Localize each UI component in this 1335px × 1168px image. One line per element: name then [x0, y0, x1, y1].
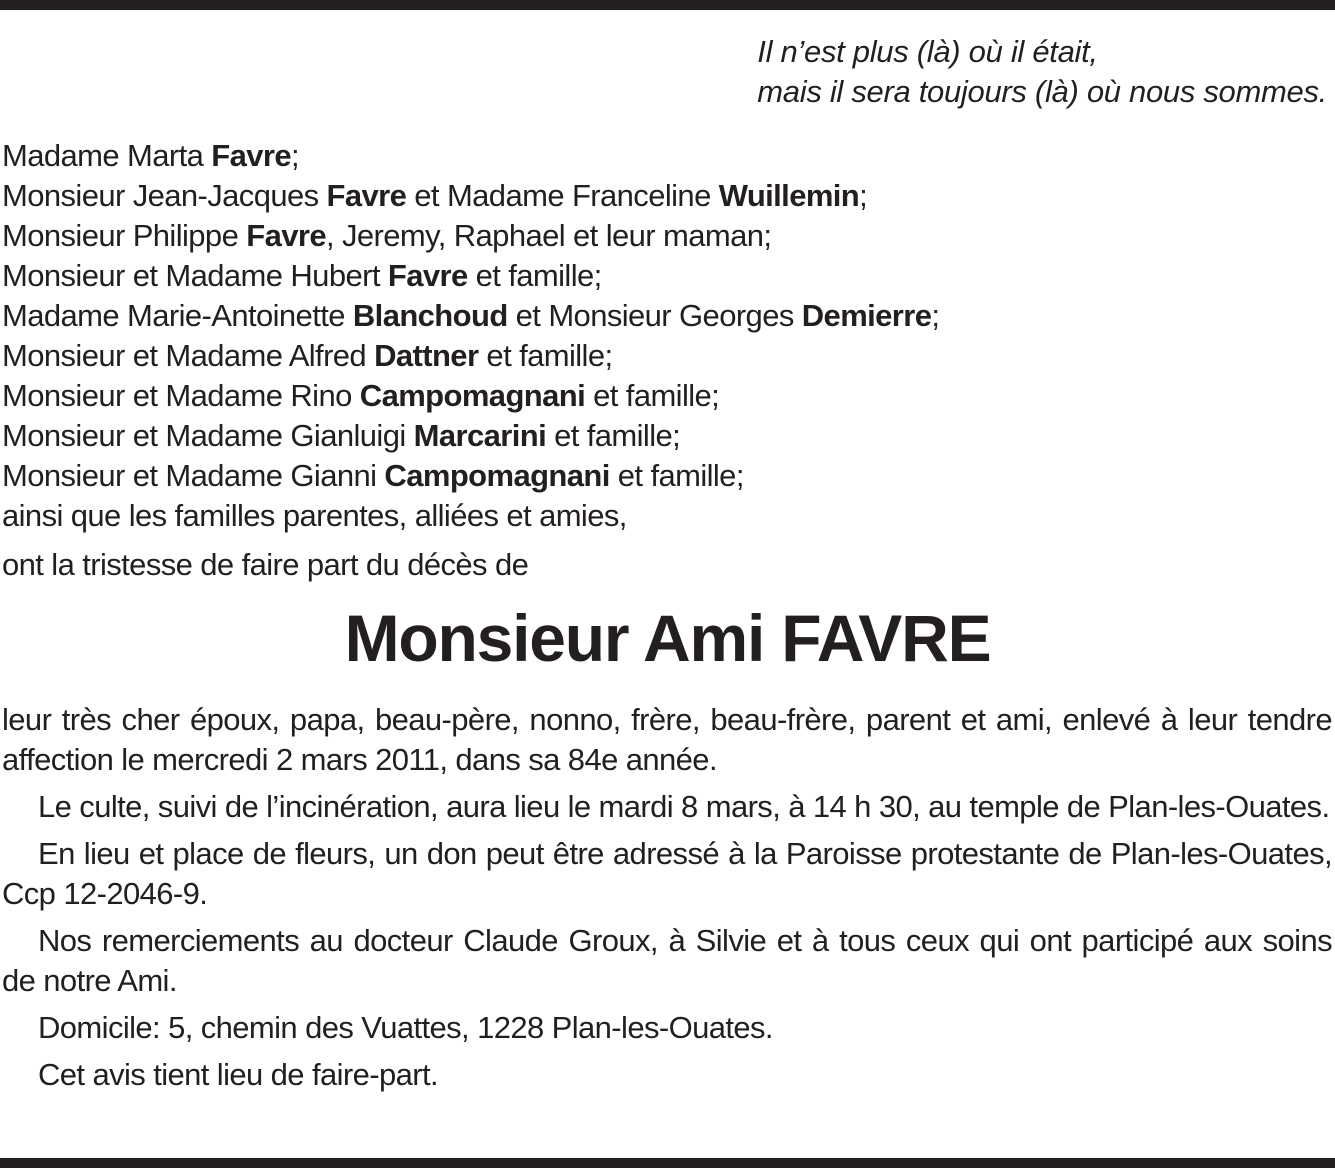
epigraph-quote [757, 32, 1327, 112]
notice-body [2, 700, 1332, 1102]
family-surname: Marcarini [413, 418, 547, 453]
family-surname: Blanchoud [352, 298, 508, 333]
family-line-5: Madame Marie-Antoinette Blanchoud et Monsieur Georges Demierre; [2, 298, 940, 333]
family-surname: Campomagnani [359, 378, 586, 413]
family-line-8: Monsieur et Madame Gianluigi Marcarini et famille; [2, 418, 681, 453]
announcement-text: ont la tristesse de faire part du décès de [2, 547, 529, 582]
paragraph-donation: En lieu et place de fleurs, un don peut être adressé à la Paroisse protestante de Plan-les-Ouates, Ccp 12-2046-9. [2, 836, 1332, 911]
family-surname: Wuillemin [718, 178, 860, 213]
family-list [2, 136, 939, 536]
family-surname: Demierre [801, 298, 932, 333]
family-line-1: Madame Marta Favre; [2, 138, 300, 173]
epigraph-line-2: mais il sera toujours (là) où nous sommes. [757, 74, 1327, 109]
family-line-3: Monsieur Philippe Favre, Jeremy, Raphael et leur maman; [2, 218, 772, 253]
bottom-border-rule [0, 1158, 1335, 1168]
family-line-10: ainsi que les familles parentes, alliées et amies, [2, 498, 627, 533]
paragraph-tribute: leur très cher époux, papa, beau-père, nonno, frère, beau-frère, parent et ami, enlevé à leur tendre affection le mercredi 2 mars 2011, dans sa 84e année. [2, 702, 1332, 777]
family-line-4: Monsieur et Madame Hubert Favre et famille; [2, 258, 602, 293]
paragraph-thanks: Nos remerciements au docteur Claude Groux, à Silvie et à tous ceux qui ont participé aux soins de notre Ami. [2, 923, 1332, 998]
epigraph-line-1: Il n’est plus (là) où il était, [757, 34, 1098, 69]
family-surname: Favre [211, 138, 292, 173]
family-line-2: Monsieur Jean-Jacques Favre et Madame Franceline Wuillemin; [2, 178, 868, 213]
family-line-7: Monsieur et Madame Rino Campomagnani et famille; [2, 378, 720, 413]
paragraph-domicile: Domicile: 5, chemin des Vuattes, 1228 Plan-les-Ouates. [38, 1010, 773, 1045]
paragraph-notice: Cet avis tient lieu de faire-part. [38, 1057, 439, 1092]
family-surname: Favre [326, 178, 407, 213]
family-surname: Favre [246, 218, 326, 253]
family-line-9: Monsieur et Madame Gianni Campomagnani et famille; [2, 458, 744, 493]
paragraph-service: Le culte, suivi de l’incinération, aura lieu le mardi 8 mars, à 14 h 30, au temple de Plan-les-Ouates. [38, 789, 1330, 824]
family-surname: Favre [387, 258, 468, 293]
top-border-rule [0, 0, 1335, 10]
family-line-6: Monsieur et Madame Alfred Dattner et famille; [2, 338, 613, 373]
deceased-name-heading: Monsieur Ami FAVRE [344, 601, 991, 675]
family-surname: Dattner [374, 338, 479, 373]
family-surname: Campomagnani [384, 458, 610, 493]
